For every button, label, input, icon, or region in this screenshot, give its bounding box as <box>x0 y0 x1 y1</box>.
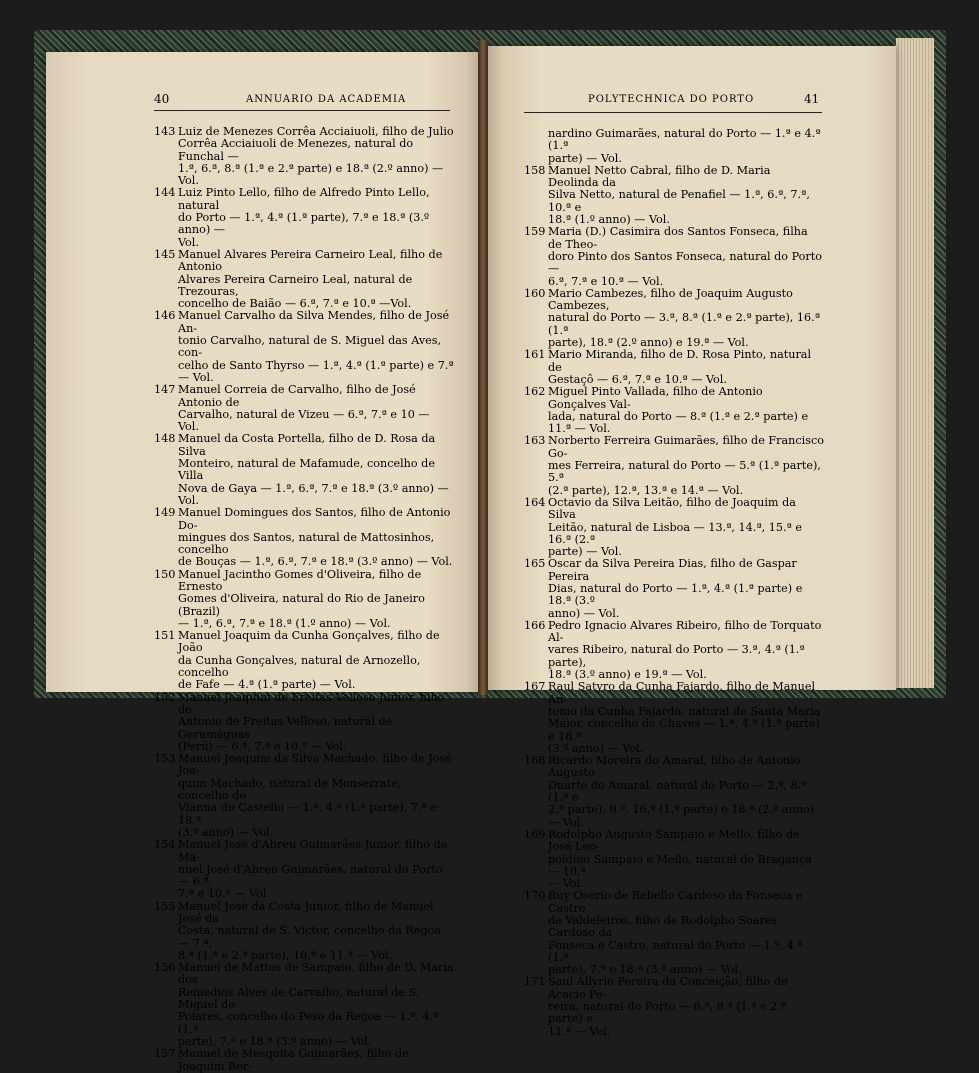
entry-number: 161 <box>524 348 546 362</box>
entry-line: poldino Sampaio e Mello, natural de Bragança — 10.ª <box>548 852 812 878</box>
list-item <box>154 507 454 568</box>
entry-line: Manuel José d'Abreu Guimarães Junior, filho de Ma- <box>178 838 448 864</box>
entry-line: vares Ribeiro, natural do Porto — 3.ª, 4.ª (1.ª parte), <box>548 643 805 669</box>
entry-line: Manuel Joaquim da Silva Machado, filho de José Joa- <box>178 752 452 778</box>
entry-line: Ricardo Moreira do Amaral, filho de Antonio Augusto <box>548 754 801 780</box>
list-item <box>524 226 824 287</box>
entry-line: Luiz Pinto Lello, filho de Alfredo Pinto Lello, natural <box>178 186 430 212</box>
entry-line: Silva Netto, natural de Penafiel — 1.ª, 6.ª, 7.ª, 10.ª e <box>548 188 810 214</box>
entry-line: Nova de Gaya — 1.ª, 6.ª, 7.ª e 18.ª (3.º anno) — Vol. <box>178 481 449 507</box>
entry-number: 152 <box>154 690 176 704</box>
entry-line: Maria (D.) Casimira dos Santos Fonseca, filha de Theo- <box>548 225 808 251</box>
entry-line: Corrêa Acciaiuoli de Menezes, natural do Funchal — <box>178 137 414 163</box>
list-item <box>154 310 454 384</box>
entry-line: — Vol. <box>548 877 584 891</box>
entry-number: 147 <box>154 383 176 397</box>
entry-line: Manuel Domingues dos Santos, filho de Antonio Do- <box>178 506 451 532</box>
entry-line: Vol. <box>178 235 199 249</box>
entry-number: 171 <box>524 975 546 989</box>
entry-number: 163 <box>524 434 546 448</box>
entry-continuation <box>524 128 824 165</box>
entry-line: Manuel de Mesquita Guimarães, filho de Joaquim Ber- <box>178 1047 409 1073</box>
list-item <box>154 126 454 187</box>
entry-line: Monteiro, natural de Mafamude, concelho de Villa <box>178 457 435 483</box>
entry-number: 143 <box>154 125 176 138</box>
entry-line: da Cunha Gonçalves, natural de Arnozello, concelho <box>178 653 421 680</box>
entry-line: (3.º anno) — Vol. <box>548 741 644 755</box>
list-item <box>154 187 454 248</box>
entry-line: reira, natural do Porto — 6.ª, 8.ª (1.ª e 2.ª parte) e <box>548 1000 787 1026</box>
entry-line: Rodolpho Augusto Sampaio e Mello, filho de José Leo- <box>548 827 800 854</box>
entry-line: Manuel de Mattos de Sampaio, filho de D. Maria dos <box>178 961 454 987</box>
list-item <box>154 1048 454 1073</box>
entry-line: Manuel Alvares Pereira Carneiro Leal, filho de Antonio <box>178 247 443 274</box>
list-item <box>154 433 454 507</box>
entry-line: doro Pinto dos Santos Fonseca, natural do Porto — <box>548 249 822 276</box>
list-item <box>524 558 824 619</box>
entry-line: 2.ª parte), 9.ª, 16.ª (1.ª parte) e 18.ª (2.º anno) — Vol. <box>548 803 815 829</box>
entry-line: Oscar da Silva Pereira Dias, filho de Gaspar Pereira <box>548 557 797 583</box>
entry-line: 8.ª (1.ª e 2.ª parte), 10.ª e 11.ª — Vol. <box>178 948 393 962</box>
entry-line: Leitão, natural de Lisboa — 13.ª, 14.ª, 15.ª e 16.ª (2.ª <box>548 520 803 546</box>
entry-line: parte) — Vol. <box>548 545 622 559</box>
right-page-number: 41 <box>804 92 820 106</box>
list-item <box>154 962 454 1048</box>
entry-number: 153 <box>154 752 176 766</box>
list-item <box>524 165 824 226</box>
entry-number: 160 <box>524 286 546 300</box>
entry-line: Manuel Jacintho Gomes d'Oliveira, filho de Ernesto <box>178 567 422 593</box>
list-item <box>524 435 824 496</box>
entry-line: Gestaçô — 6.ª, 7.ª e 10.ª — Vol. <box>548 372 727 386</box>
left-running-header: ANNUARIO DA ACADEMIA <box>246 94 407 105</box>
entry-line: 1.ª, 6.ª, 8.ª (1.ª e 2.ª parte) e 18.ª (2.º anno) — Vol. <box>178 161 444 188</box>
entry-line: Remedios Alves de Carvalho, natural de S. Miguel de <box>178 985 420 1012</box>
entry-line: mes Ferreira, natural do Porto — 5.ª (1.ª parte), 5.ª <box>548 459 821 485</box>
entry-line: 6.ª, 7.ª e 10.ª — Vol. <box>548 274 664 288</box>
entry-line: mingues dos Santos, natural de Mattosinhos, concelho <box>178 530 435 557</box>
entry-line: — 1.ª, 6.ª, 7.ª e 18.ª (1.º anno) — Vol. <box>178 616 391 630</box>
entry-line: tonio Carvalho, natural de S. Miguel das Aves, con- <box>178 334 442 360</box>
entry-line: concelho de Baião — 6.ª, 7.ª e 10.ª —Vol. <box>178 297 412 311</box>
list-item <box>524 620 824 681</box>
entry-line: Duarte do Amaral, natural do Porto — 2.ª, 8.ª (1.ª e <box>548 778 807 805</box>
entry-number: 145 <box>154 247 176 261</box>
entry-line: Manuel José da Costa Junior, filho de Manuel José da <box>178 899 434 925</box>
entry-line: parte), 7.ª e 18.ª (3.º anno) — Vol. <box>548 963 742 977</box>
list-item <box>154 249 454 310</box>
entry-line: Dias, natural do Porto — 1.ª, 4.ª (1.ª parte) e 18.ª (3.º <box>548 581 803 608</box>
right-header-rule <box>524 112 822 113</box>
entry-line: 18.ª (3.º anno) e 19.ª — Vol. <box>548 668 707 682</box>
entry-line: Pedro Ignacio Alvares Ribeiro, filho de Torquato Al- <box>548 618 822 645</box>
entry-line: Poiares, concelho do Peso da Regoa — 1.ª, 4.ª (1.ª <box>178 1010 439 1036</box>
entry-number: 156 <box>154 961 176 975</box>
page-edges <box>896 38 934 688</box>
list-item <box>524 890 824 976</box>
entry-number: 158 <box>524 163 546 177</box>
entry-line: Antonio de Freitas Velloso, natural de Gerumáguas <box>178 715 393 741</box>
entry-line: de Fafe — 4.ª (1.ª parte) — Vol. <box>178 678 356 692</box>
entry-line: Manuel Joaquim da Cunha Gonçalves, filho de João <box>178 629 440 655</box>
entry-number: 151 <box>154 629 176 643</box>
entry-line: parte) — Vol. <box>548 151 622 165</box>
entry-line: Norberto Ferreira Guimarães, filho de Francisco Go- <box>548 434 824 460</box>
list-item <box>154 692 454 753</box>
entry-line: Manuel da Costa Portella, filho de D. Rosa da Silva <box>178 432 436 458</box>
entry-line: (3.º anno) — Vol. <box>178 825 274 839</box>
entry-line: 18.ª (1.º anno) — Vol. <box>548 213 670 227</box>
entry-line: quim Machado, natural de Monserrate, concelho de <box>178 776 402 803</box>
list-item <box>154 839 454 900</box>
left-header-rule <box>154 110 450 111</box>
entry-line: Alvares Pereira Carneiro Leal, natural de Trezouras, <box>178 272 413 298</box>
entry-line: Manuel Carvalho da Silva Mendes, filho de José An- <box>178 309 450 335</box>
entry-number: 168 <box>524 754 546 768</box>
entry-line: Fonseca e Castro, natural do Porto — 1.ª, 4.ª (1.ª <box>548 938 803 964</box>
entry-line: Vianna do Castello — 1.ª, 4.ª (1.ª parte), 7.ª e 18.ª <box>178 801 437 827</box>
list-item <box>524 829 824 890</box>
entry-line: Ruy Osorio de Rebello Cardoso da Fonseca e Castro <box>548 889 803 915</box>
entry-line: Miguel Pinto Vallada, filho de Antonio Gonçalves Val- <box>548 385 763 411</box>
list-item <box>524 288 824 349</box>
entry-line: Maior, concelho de Chaves — 1.ª, 4.ª (1.ª parte) e 18.ª <box>548 717 820 743</box>
entry-line: Manuel Joaquim de Freitas Velloso Junior, filho de <box>178 690 445 716</box>
entry-line: tonio da Cunha Fajardo, natural de Santa Maria <box>548 704 821 718</box>
entry-number: 150 <box>154 567 176 581</box>
entry-line: Saul Allyrio Pereira da Conceição, filho de Acacio Pe- <box>548 975 788 1001</box>
entry-line: Costa, natural de S. Victor, concelho da Regoa — 7.ª, <box>178 924 442 950</box>
entry-line: 7.ª e 10.ª — Vol. <box>178 887 271 901</box>
left-entry-list <box>154 126 454 1073</box>
list-item <box>524 755 824 829</box>
entry-line: lada, natural do Porto — 8.ª (1.ª e 2.ª parte) e 11.ª — Vol. <box>548 409 809 436</box>
entry-number: 164 <box>524 495 546 509</box>
entry-line: natural do Porto — 3.ª, 8.ª (1.ª e 2.ª parte), 16.ª (1.ª <box>548 311 821 337</box>
entry-number: 162 <box>524 385 546 399</box>
entry-line: nuel José d'Abreu Guimarães, natural do Porto — 6.ª, <box>178 862 443 889</box>
right-running-header: POLYTECHNICA DO PORTO <box>588 94 755 105</box>
list-item <box>524 497 824 558</box>
entry-number: 148 <box>154 432 176 446</box>
entry-line: do Porto — 1.ª, 4.ª (1.ª parte), 7.ª e 18.ª (3.º anno) — <box>178 211 430 237</box>
entry-line: celho de Santo Thyrso — 1.ª, 4.ª (1.ª parte) e 7.ª — Vol. <box>178 358 454 384</box>
entry-line: anno) — Vol. <box>548 606 620 620</box>
entry-line: parte), 18.ª (2.º anno) e 19.ª — Vol. <box>548 336 749 350</box>
entry-line: Luiz de Menezes Corrêa Acciaiuoli, filho de Julio <box>178 125 454 138</box>
entry-line: parte), 7.ª e 18.ª (3.º anno) — Vol. <box>178 1034 372 1048</box>
entry-line: Raul Satyro da Cunha Fajardo, filho de Manuel An- <box>548 680 816 706</box>
list-item <box>154 901 454 962</box>
entry-number: 169 <box>524 827 546 841</box>
entry-line: Manuel Netto Cabral, filho de D. Maria Deolinda da <box>548 163 771 190</box>
entry-line: Mario Cambezes, filho de Joaquim Augusto Cambezes, <box>548 286 793 313</box>
entry-line: de Valdeleiros, filho de Rodolpho Soares Cardoso da <box>548 914 778 940</box>
entry-line: Octavio da Silva Leitão, filho de Joaquim da Silva <box>548 495 796 522</box>
entry-line: de Bouças — 1.ª, 6.ª, 7.ª e 18.ª (3.º anno) — Vol. <box>178 555 453 569</box>
entry-line: Mario Miranda, filho de D. Rosa Pinto, natural de <box>548 348 812 374</box>
entry-line: Carvalho, natural de Vizeu — 6.ª, 7.ª e 10 — Vol. <box>178 407 430 434</box>
entry-number: 166 <box>524 618 546 632</box>
entry-line: nardino Guimarães, natural do Porto — 1.ª e 4.ª (1.ª <box>548 127 821 153</box>
entry-number: 154 <box>154 838 176 852</box>
entry-line: (Perú) — 6.ª, 7.ª e 10.ª — Vol. <box>178 739 347 753</box>
entry-number: 159 <box>524 225 546 239</box>
list-item <box>154 384 454 433</box>
right-entry-list <box>524 128 824 1038</box>
list-item <box>154 630 454 691</box>
entry-number: 170 <box>524 889 546 903</box>
entry-number: 144 <box>154 186 176 200</box>
book-gutter <box>478 40 488 695</box>
entry-number: 165 <box>524 557 546 571</box>
list-item <box>154 569 454 630</box>
list-item <box>524 681 824 755</box>
entry-line: Manuel Correia de Carvalho, filho de José Antonio de <box>178 383 416 409</box>
entry-number: 146 <box>154 309 176 323</box>
list-item <box>524 976 824 1037</box>
entry-number: 157 <box>154 1047 176 1061</box>
entry-line: 11.ª — Vol. <box>548 1024 611 1038</box>
entry-number: 155 <box>154 899 176 913</box>
entry-number: 149 <box>154 506 176 520</box>
list-item <box>524 349 824 386</box>
entry-number: 167 <box>524 680 546 694</box>
left-page-number: 40 <box>154 92 170 106</box>
list-item <box>154 753 454 839</box>
list-item <box>524 386 824 435</box>
entry-line: (2.ª parte), 12.ª, 13.ª e 14.ª — Vol. <box>548 483 744 497</box>
entry-line: Gomes d'Oliveira, natural do Rio de Janeiro (Brazil) <box>178 592 425 618</box>
